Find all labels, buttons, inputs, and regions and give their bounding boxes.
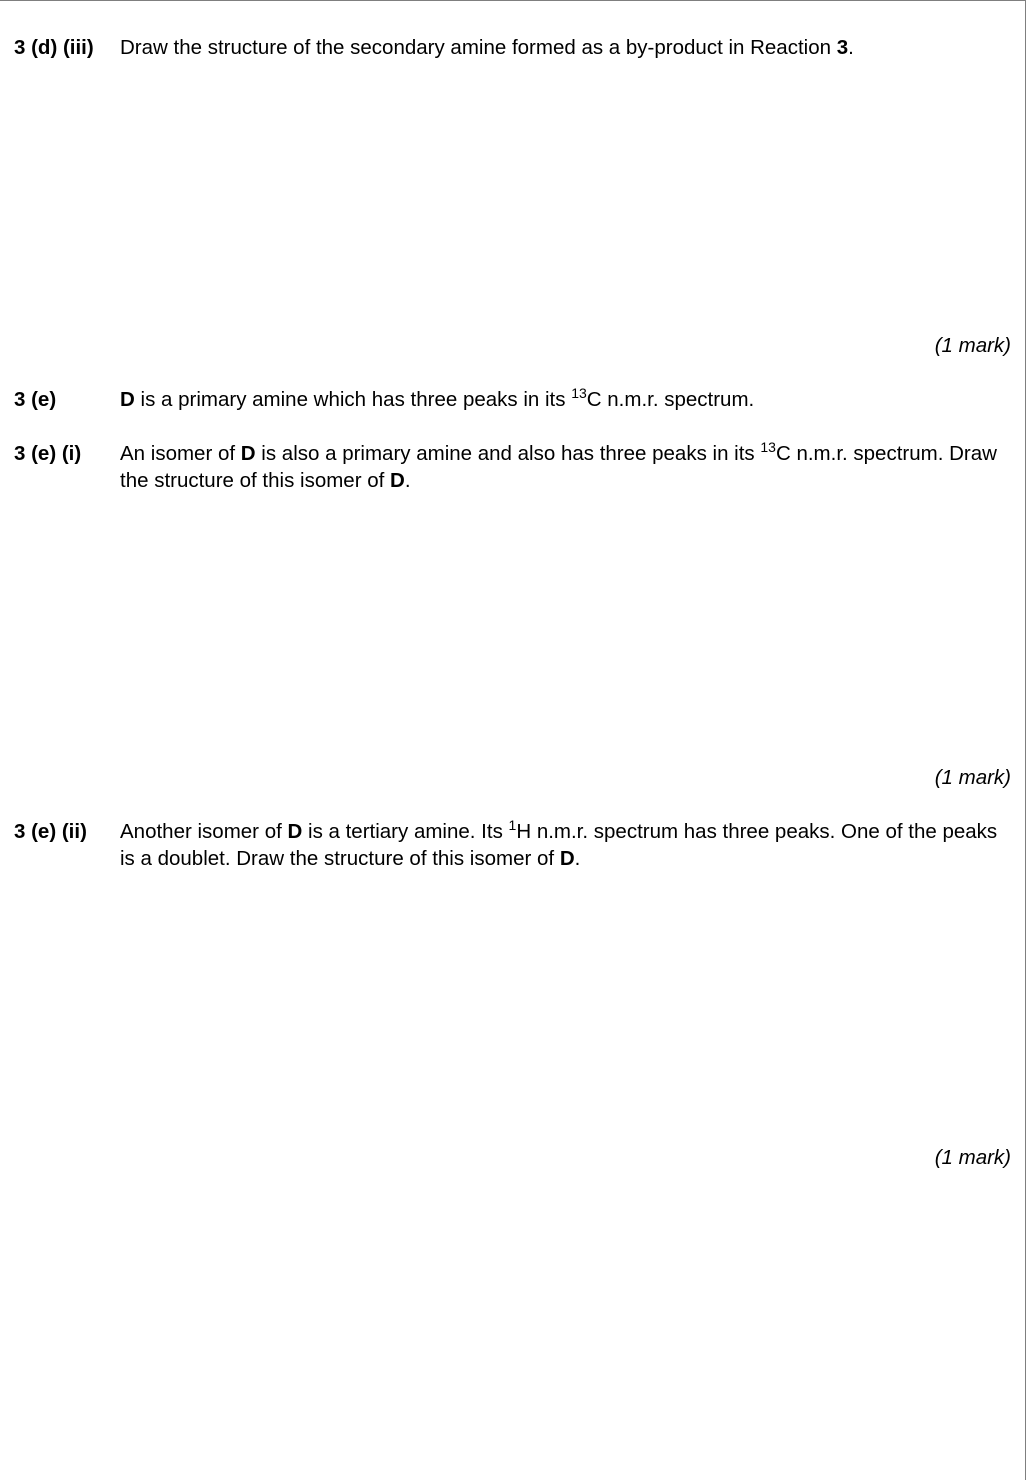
answer-space-3-e-i[interactable] <box>120 501 1000 751</box>
mark-allocation: (1 mark) <box>934 766 1011 789</box>
question-text: An isomer of D is also a primary amine and also has three peaks in its $^{13}$C n.m.r. spectrum. Draw the structure of this isomer of D. <box>120 439 997 492</box>
question-number: 3 (e) (ii) <box>14 820 87 843</box>
question-text: D is a primary amine which has three peaks in its $^{13}$C n.m.r. spectrum. <box>120 385 755 411</box>
mark-allocation: (1 mark) <box>934 334 1011 357</box>
answer-space-3-d-iii[interactable] <box>120 71 1000 321</box>
question-number: 3 (d) (iii) <box>14 36 94 59</box>
answer-space-3-e-ii[interactable] <box>120 881 1000 1131</box>
question-number: 3 (e) <box>14 388 57 411</box>
mark-allocation: (1 mark) <box>934 1146 1011 1169</box>
question-number: 3 (e) (i) <box>14 442 82 465</box>
question-text: Draw the structure of the secondary amine formed as a by-product in Reaction 3. <box>120 36 854 59</box>
question-text: Another isomer of D is a tertiary amine. Its $^1$H n.m.r. spectrum has three peaks. One of the peaks is a doublet. Draw the structure of this isomer of D. <box>120 817 998 870</box>
